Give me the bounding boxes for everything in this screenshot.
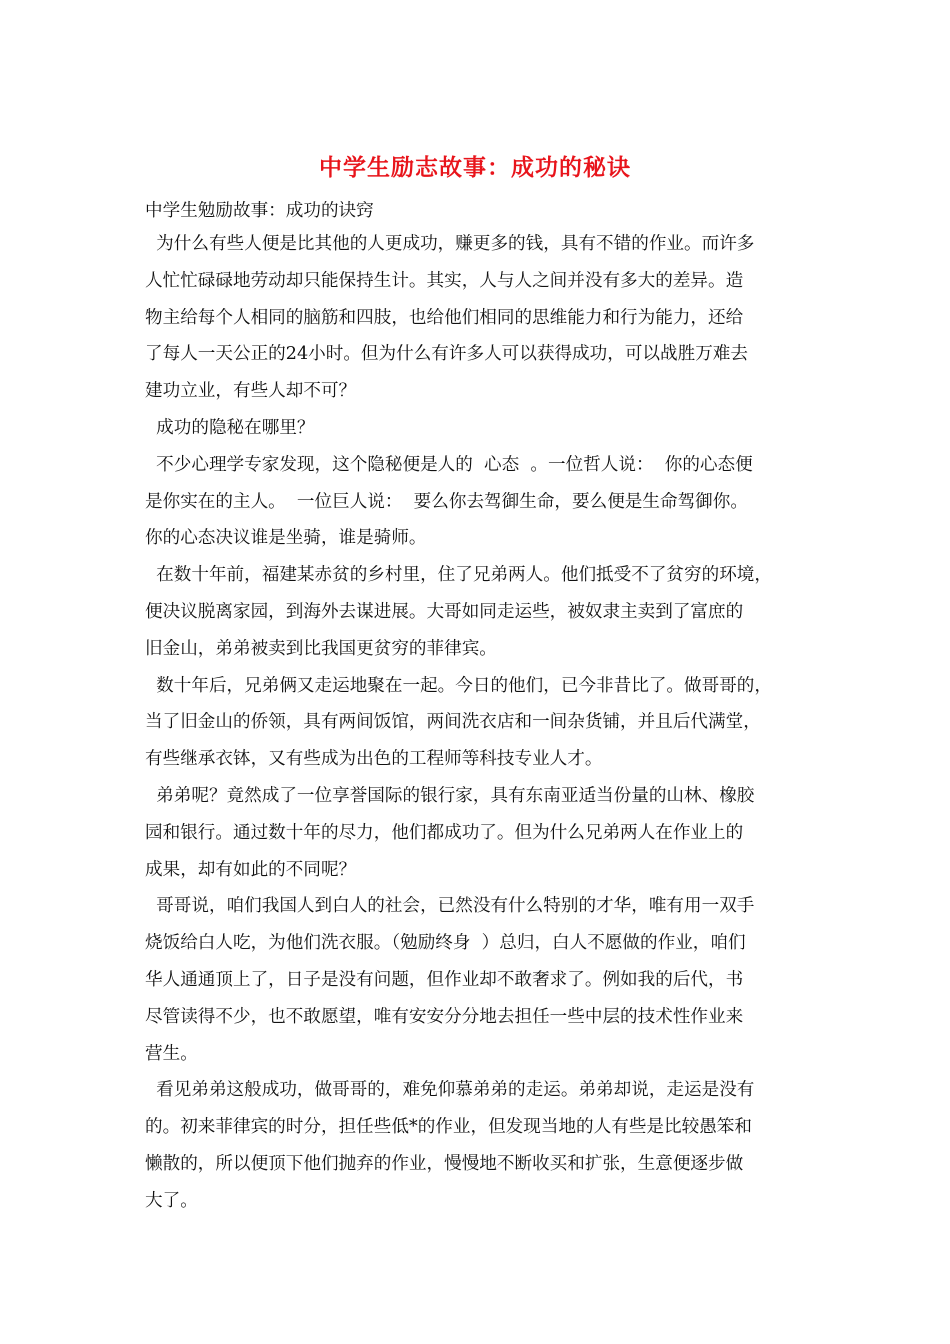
paragraph-line: 营生。 (145, 1043, 198, 1064)
paragraph-line: 便决议脱离家园，到海外去谋进展。大哥如同走运些，被奴隶主卖到了富庶的 (145, 601, 744, 622)
paragraph-line: 看见弟弟这般成功，做哥哥的，难免仰慕弟弟的走运。弟弟却说，走运是没有 (145, 1080, 755, 1101)
paragraph-line: 不少心理学专家发现，这个隐秘便是人的 心态 。一位哲人说： 你的心态便 (145, 454, 753, 475)
paragraph-line: 物主给每个人相同的脑筋和四肢，也给他们相同的思维能力和行为能力，还给 (145, 307, 744, 328)
paragraph-line: 了每人一天公正的24小时。但为什么有许多人可以获得成功，可以战胜万难去 (145, 344, 748, 365)
document-body (145, 196, 805, 1220)
paragraph-line: 懒散的，所以便顶下他们抛弃的作业，慢慢地不断收买和扩张，生意便逐步做 (145, 1153, 744, 1174)
paragraph-line: 成功的隐秘在哪里？ (145, 417, 315, 438)
paragraph-line: 当了旧金山的侨领，具有两间饭馆，两间洗衣店和一间杂货铺，并且后代满堂， (145, 712, 761, 733)
paragraph-line: 华人通通顶上了，日子是没有问题，但作业却不敢奢求了。例如我的后代，书 (145, 969, 744, 990)
paragraph-line: 有些继承衣钵，又有些成为出色的工程师等科技专业人才。 (145, 749, 603, 770)
paragraph-line: 建功立业，有些人却不可？ (145, 381, 357, 402)
paragraph-line: 烧饭给白人吃，为他们洗衣服。（勉励终身 ）总归，白人不愿做的作业，咱们 (145, 933, 746, 954)
paragraph-line: 园和银行。通过数十年的尽力，他们都成功了。但为什么兄弟两人在作业上的 (145, 822, 744, 843)
paragraph-line: 在数十年前，福建某赤贫的乡村里，住了兄弟两人。他们抵受不了贫穷的环境， (145, 565, 772, 586)
document-title: 中学生励志故事：成功的秘诀 (319, 154, 631, 181)
paragraph-line: 哥哥说，咱们我国人到白人的社会，已然没有什么特别的才华，唯有用一双手 (145, 896, 755, 917)
paragraph-line: 数十年后，兄弟俩又走运地聚在一起。今日的他们，已今非昔比了。做哥哥的， (145, 675, 772, 696)
paragraph-line: 你的心态决议谁是坐骑，谁是骑师。 (145, 528, 427, 549)
paragraph-line: 为什么有些人便是比其他的人更成功，赚更多的钱，具有不错的作业。而许多 (145, 234, 755, 254)
paragraph-line: 的。初来菲律宾的时分，担任些低*的作业，但发现当地的人有些是比较愚笨和 (145, 1117, 752, 1138)
paragraph-line: 弟弟呢？竟然成了一位享誉国际的银行家，具有东南亚适当份量的山林、橡胶 (145, 785, 755, 806)
paragraph-line: 大了。 (145, 1190, 198, 1211)
paragraph-line: 成果，却有如此的不同呢？ (145, 859, 357, 880)
paragraph-line: 是你实在的主人。 一位巨人说： 要么你去驾御生命，要么便是生命驾御你。 (145, 491, 748, 512)
document-subtitle: 中学生勉励故事：成功的诀窍 (145, 201, 374, 221)
paragraph-line: 尽管读得不少，也不敢愿望，唯有安安分分地去担任一些中层的技术性作业来 (145, 1006, 744, 1027)
paragraph-line: 旧金山，弟弟被卖到比我国更贫穷的菲律宾。 (145, 638, 497, 659)
paragraph-line: 人忙忙碌碌地劳动却只能保持生计。其实，人与人之间并没有多大的差异。造 (145, 270, 744, 291)
